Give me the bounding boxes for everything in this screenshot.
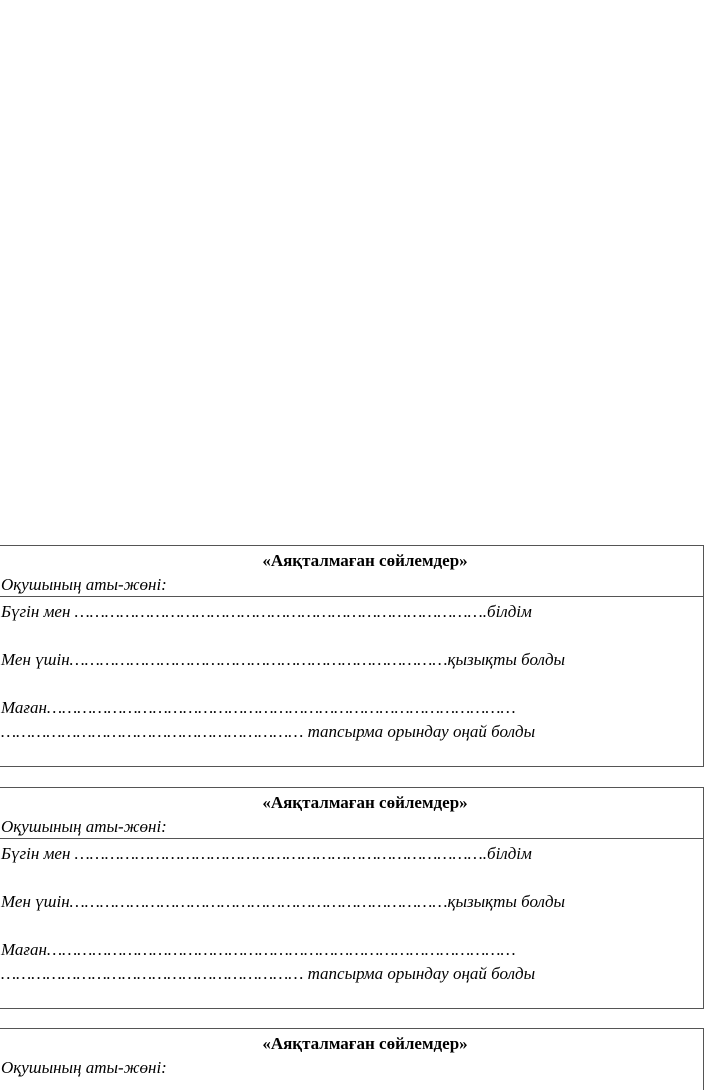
sentence-today-learned: Бүгін мен ……………………………………………………………………….білдім (1, 844, 532, 863)
worksheet-card (0, 1028, 704, 1090)
student-name-label: Оқушының аты-жөні: (1, 1058, 167, 1077)
sentence-to-me: Маған………………………………………………………………………………… (1, 698, 516, 717)
worksheet-card (0, 545, 704, 767)
sentence-interesting: Мен үшін…………………………………………………………………қызықты болды (1, 892, 566, 911)
sentence-today-learned: Бүгін мен ……………………………………………………………………….білдім (1, 602, 532, 621)
sentence-task-easy: …………………………………………………… тапсырма орындау оңай болды (1, 722, 536, 741)
sentence-interesting: Мен үшін…………………………………………………………………қызықты болды (1, 650, 566, 669)
student-name-label: Оқушының аты-жөні: (0, 818, 703, 839)
worksheet-card (0, 787, 704, 1009)
worksheet-title: «Аяқталмаған сөйлемдер» (262, 551, 468, 570)
sentence-task-easy: …………………………………………………… тапсырма орындау оңай болды (1, 964, 536, 983)
worksheet-title: «Аяқталмаған сөйлемдер» (262, 1034, 468, 1053)
worksheet-title: «Аяқталмаған сөйлемдер» (262, 793, 468, 812)
sentence-to-me: Маған………………………………………………………………………………… (1, 940, 516, 959)
student-name-label: Оқушының аты-жөні: (0, 576, 703, 597)
